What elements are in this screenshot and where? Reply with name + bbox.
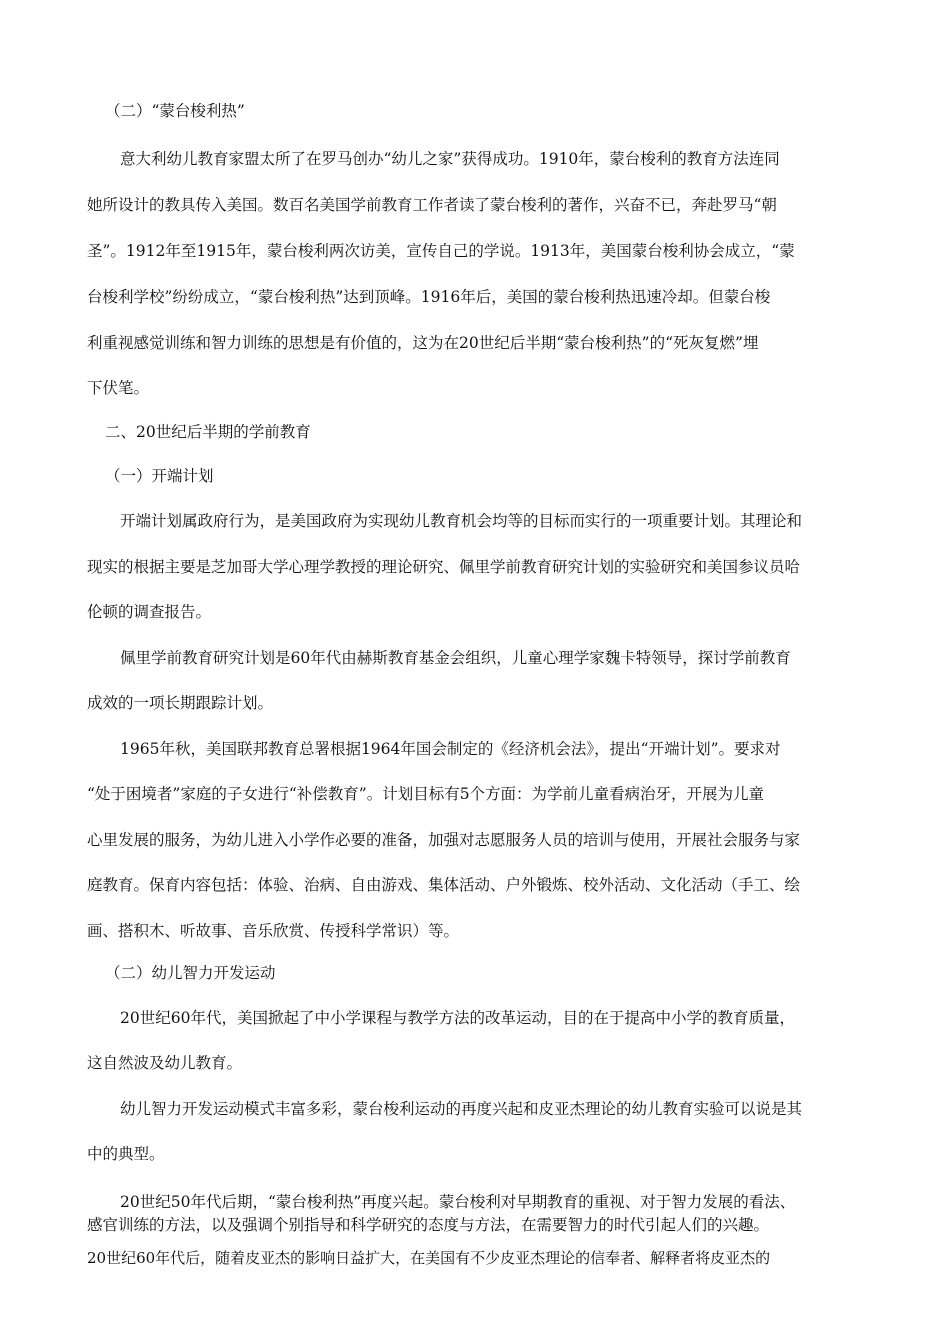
paragraph-line: 下伏笔。: [87, 379, 150, 397]
paragraph-line: 庭教育。保育内容包括：体验、治病、自由游戏、集体活动、户外锻炼、校外活动、文化活动（手工、绘: [87, 876, 801, 894]
paragraph-line: 成效的一项长期跟踪计划。: [87, 694, 274, 712]
paragraph-line: 利重视感觉训练和智力训练的思想是有价值的，这为在20世纪后半期“蒙台梭利热”的“死灰复燃”埋: [87, 334, 759, 352]
paragraph-line: 台梭利学校”纷纷成立，“蒙台梭利热”达到顶峰。1916年后，美国的蒙台梭利热迅速冷却。但蒙台梭: [87, 288, 771, 306]
paragraph-line: 20世纪60年代，美国掀起了中小学课程与教学方法的改革运动，目的在于提高中小学的教育质量，: [120, 1009, 795, 1027]
paragraph-line: 感官训练的方法，以及强调个别指导和科学研究的态度与方法，在需要智力的时代引起人们的兴趣。: [87, 1216, 770, 1234]
paragraph-line: 伦顿的调查报告。: [87, 603, 212, 621]
section-heading: （二）“蒙台梭利热”: [105, 102, 245, 120]
paragraph-line: 开端计划属政府行为，是美国政府为实现幼儿教育机会均等的目标而实行的一项重要计划。其理论和: [120, 512, 803, 530]
section-heading: （一）开端计划: [105, 467, 214, 485]
paragraph-line: 这自然波及幼儿教育。: [87, 1054, 243, 1072]
paragraph-line: 她所设计的教具传入美国。数百名美国学前教育工作者读了蒙台梭利的著作，兴奋不已，奔赴罗马“朝: [87, 196, 777, 214]
paragraph-line: 圣”。1912年至1915年，蒙台梭利两次访美，宣传自己的学说。1913年，美国蒙台梭利协会成立，“蒙: [87, 242, 795, 260]
paragraph-line: 佩里学前教育研究计划是60年代由赫斯教育基金会组织，儿童心理学家魏卡特领导，探讨学前教育: [120, 649, 791, 667]
section-heading: （二）幼儿智力开发运动: [105, 964, 276, 982]
paragraph-line: 20世纪60年代后，随着皮亚杰的影响日益扩大，在美国有不少皮亚杰理论的信奉者、解释者将皮亚杰的: [87, 1249, 771, 1267]
paragraph-line: 心里发展的服务，为幼儿进入小学作必要的准备，加强对志愿服务人员的培训与使用，开展社会服务与家: [87, 831, 801, 849]
paragraph-line: “处于困境者”家庭的子女进行“补偿教育”。计划目标有5个方面：为学前儿童看病治牙，开展为儿童: [87, 785, 765, 803]
paragraph-line: 意大利幼儿教育家盟太所了在罗马创办“幼儿之家”获得成功。1910年，蒙台梭利的教育方法连同: [120, 150, 780, 168]
paragraph-line: 幼儿智力开发运动模式丰富多彩，蒙台梭利运动的再度兴起和皮亚杰理论的幼儿教育实验可以说是其: [120, 1100, 803, 1118]
paragraph-line: 中的典型。: [87, 1145, 165, 1163]
paragraph-line: 画、搭积木、听故事、音乐欣赏、传授科学常识）等。: [87, 922, 460, 940]
paragraph-line: 20世纪50年代后期，“蒙台梭利热”再度兴起。蒙台梭利对早期教育的重视、对于智力发展的看法、: [120, 1193, 796, 1211]
paragraph-line: 现实的根据主要是芝加哥大学心理学教授的理论研究、佩里学前教育研究计划的实验研究和美国参议员哈: [87, 558, 801, 576]
section-heading: 二、20世纪后半期的学前教育: [105, 423, 311, 441]
paragraph-line: 1965年秋，美国联邦教育总署根据1964年国会制定的《经济机会法》，提出“开端计划”。要求对: [120, 740, 781, 758]
